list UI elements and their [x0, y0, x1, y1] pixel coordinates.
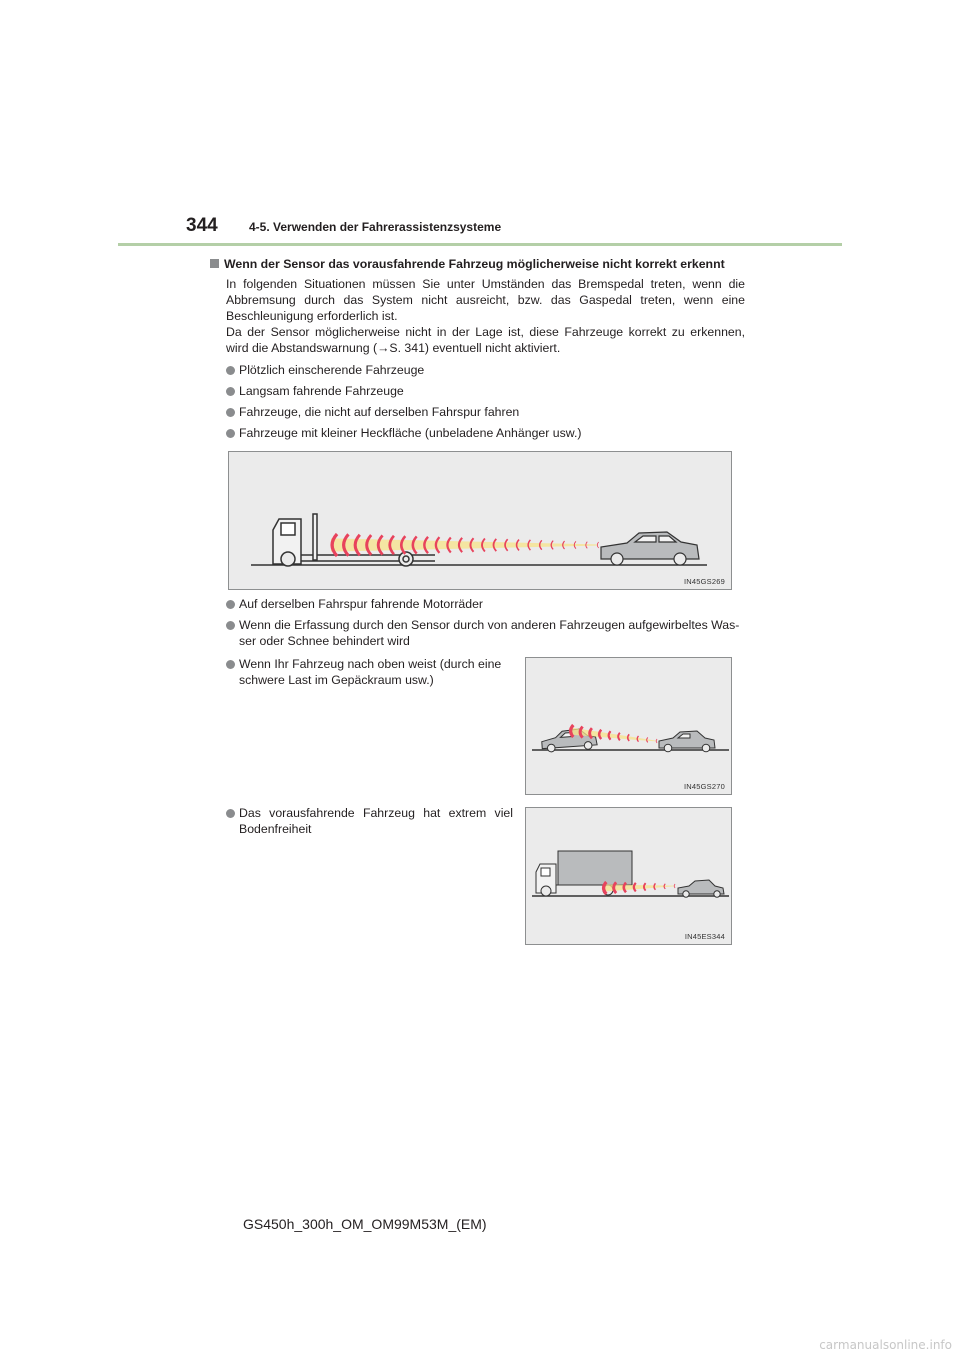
list-item: Fahrzeuge, die nicht auf derselben Fahrspur fahren: [226, 404, 519, 420]
header-divider: [118, 243, 842, 246]
document-code: GS450h_300h_OM_OM99M53M_(EM): [243, 1216, 487, 1232]
list-item: Das vorausfahrende Fahrzeug hat extrem viel Bodenfreiheit: [226, 805, 513, 837]
raised-vehicle-scene-graphic: [526, 658, 733, 796]
square-bullet-icon: [210, 259, 219, 268]
bullet-dot-icon: [226, 600, 235, 609]
radar-wave-pattern: [331, 534, 599, 556]
list-item: Fahrzeuge mit kleiner Heckfläche (unbeladene Anhänger usw.): [226, 425, 581, 441]
page-reference-arrow: →: [377, 341, 390, 355]
figure-code: IN45GS269: [684, 577, 725, 586]
bullet-dot-icon: [226, 408, 235, 417]
list-item: Wenn die Erfassung durch den Sensor durch von anderen Fahrzeugen aufgewirbeltes Was- ser oder Schnee behindert wird: [226, 617, 750, 649]
trailer-scene-graphic: [229, 452, 733, 591]
page-reference-link: S. 341) eventuell nicht aktiviert.: [389, 341, 561, 355]
figure-high-clearance-illustration: [525, 807, 732, 945]
subsection-heading: Wenn der Sensor das vorausfahrende Fahrzeug möglicherweise nicht korrekt erkennt: [210, 257, 725, 271]
preceding-car-icon: [678, 880, 724, 897]
figure-code: IN45ES344: [684, 932, 725, 941]
list-item: Auf derselben Fahrspur fahrende Motorräder: [226, 596, 483, 612]
sedan-car-icon: [601, 532, 699, 565]
preceding-car-icon: [659, 731, 715, 752]
figure-raised-vehicle-illustration: [525, 657, 732, 795]
bullet-dot-icon: [226, 660, 235, 669]
bullet-dot-icon: [226, 387, 235, 396]
bullet-dot-icon: [226, 366, 235, 375]
bullet-dot-icon: [226, 429, 235, 438]
list-item: Wenn Ihr Fahrzeug nach oben weist (durch eine schwere Last im Gepäckraum usw.): [226, 656, 513, 688]
intro-paragraph: In folgenden Situationen müssen Sie unter Umständen das Bremspedal treten, wenn die Abbremsung durch das System nicht ausreicht, bzw. das Gaspedal treten, wenn eine Beschleunigung erforderlich ist. Da der Sensor möglicherweise nicht in der Lage ist, diese Fahrzeuge korrekt zu erkennen, wird die Abstandswarnung (→S. 341) eventuell nicht aktiviert.: [226, 277, 745, 355]
section-title: 4-5. Verwenden der Fahrerassistenzsysteme: [249, 220, 502, 234]
bullet-dot-icon: [226, 621, 235, 630]
page-number: 344: [186, 215, 218, 236]
high-clearance-scene-graphic: [526, 808, 733, 946]
watermark: carmanualsonline.info: [819, 1338, 952, 1352]
figure-trailer-illustration: [228, 451, 732, 590]
radar-wave-pattern: [603, 882, 675, 894]
list-item: Langsam fahrende Fahrzeuge: [226, 383, 404, 399]
bullet-dot-icon: [226, 809, 235, 818]
list-item: Plötzlich einscherende Fahrzeuge: [226, 362, 424, 378]
page-header: [186, 215, 501, 239]
figure-code: IN45GS270: [684, 782, 725, 791]
